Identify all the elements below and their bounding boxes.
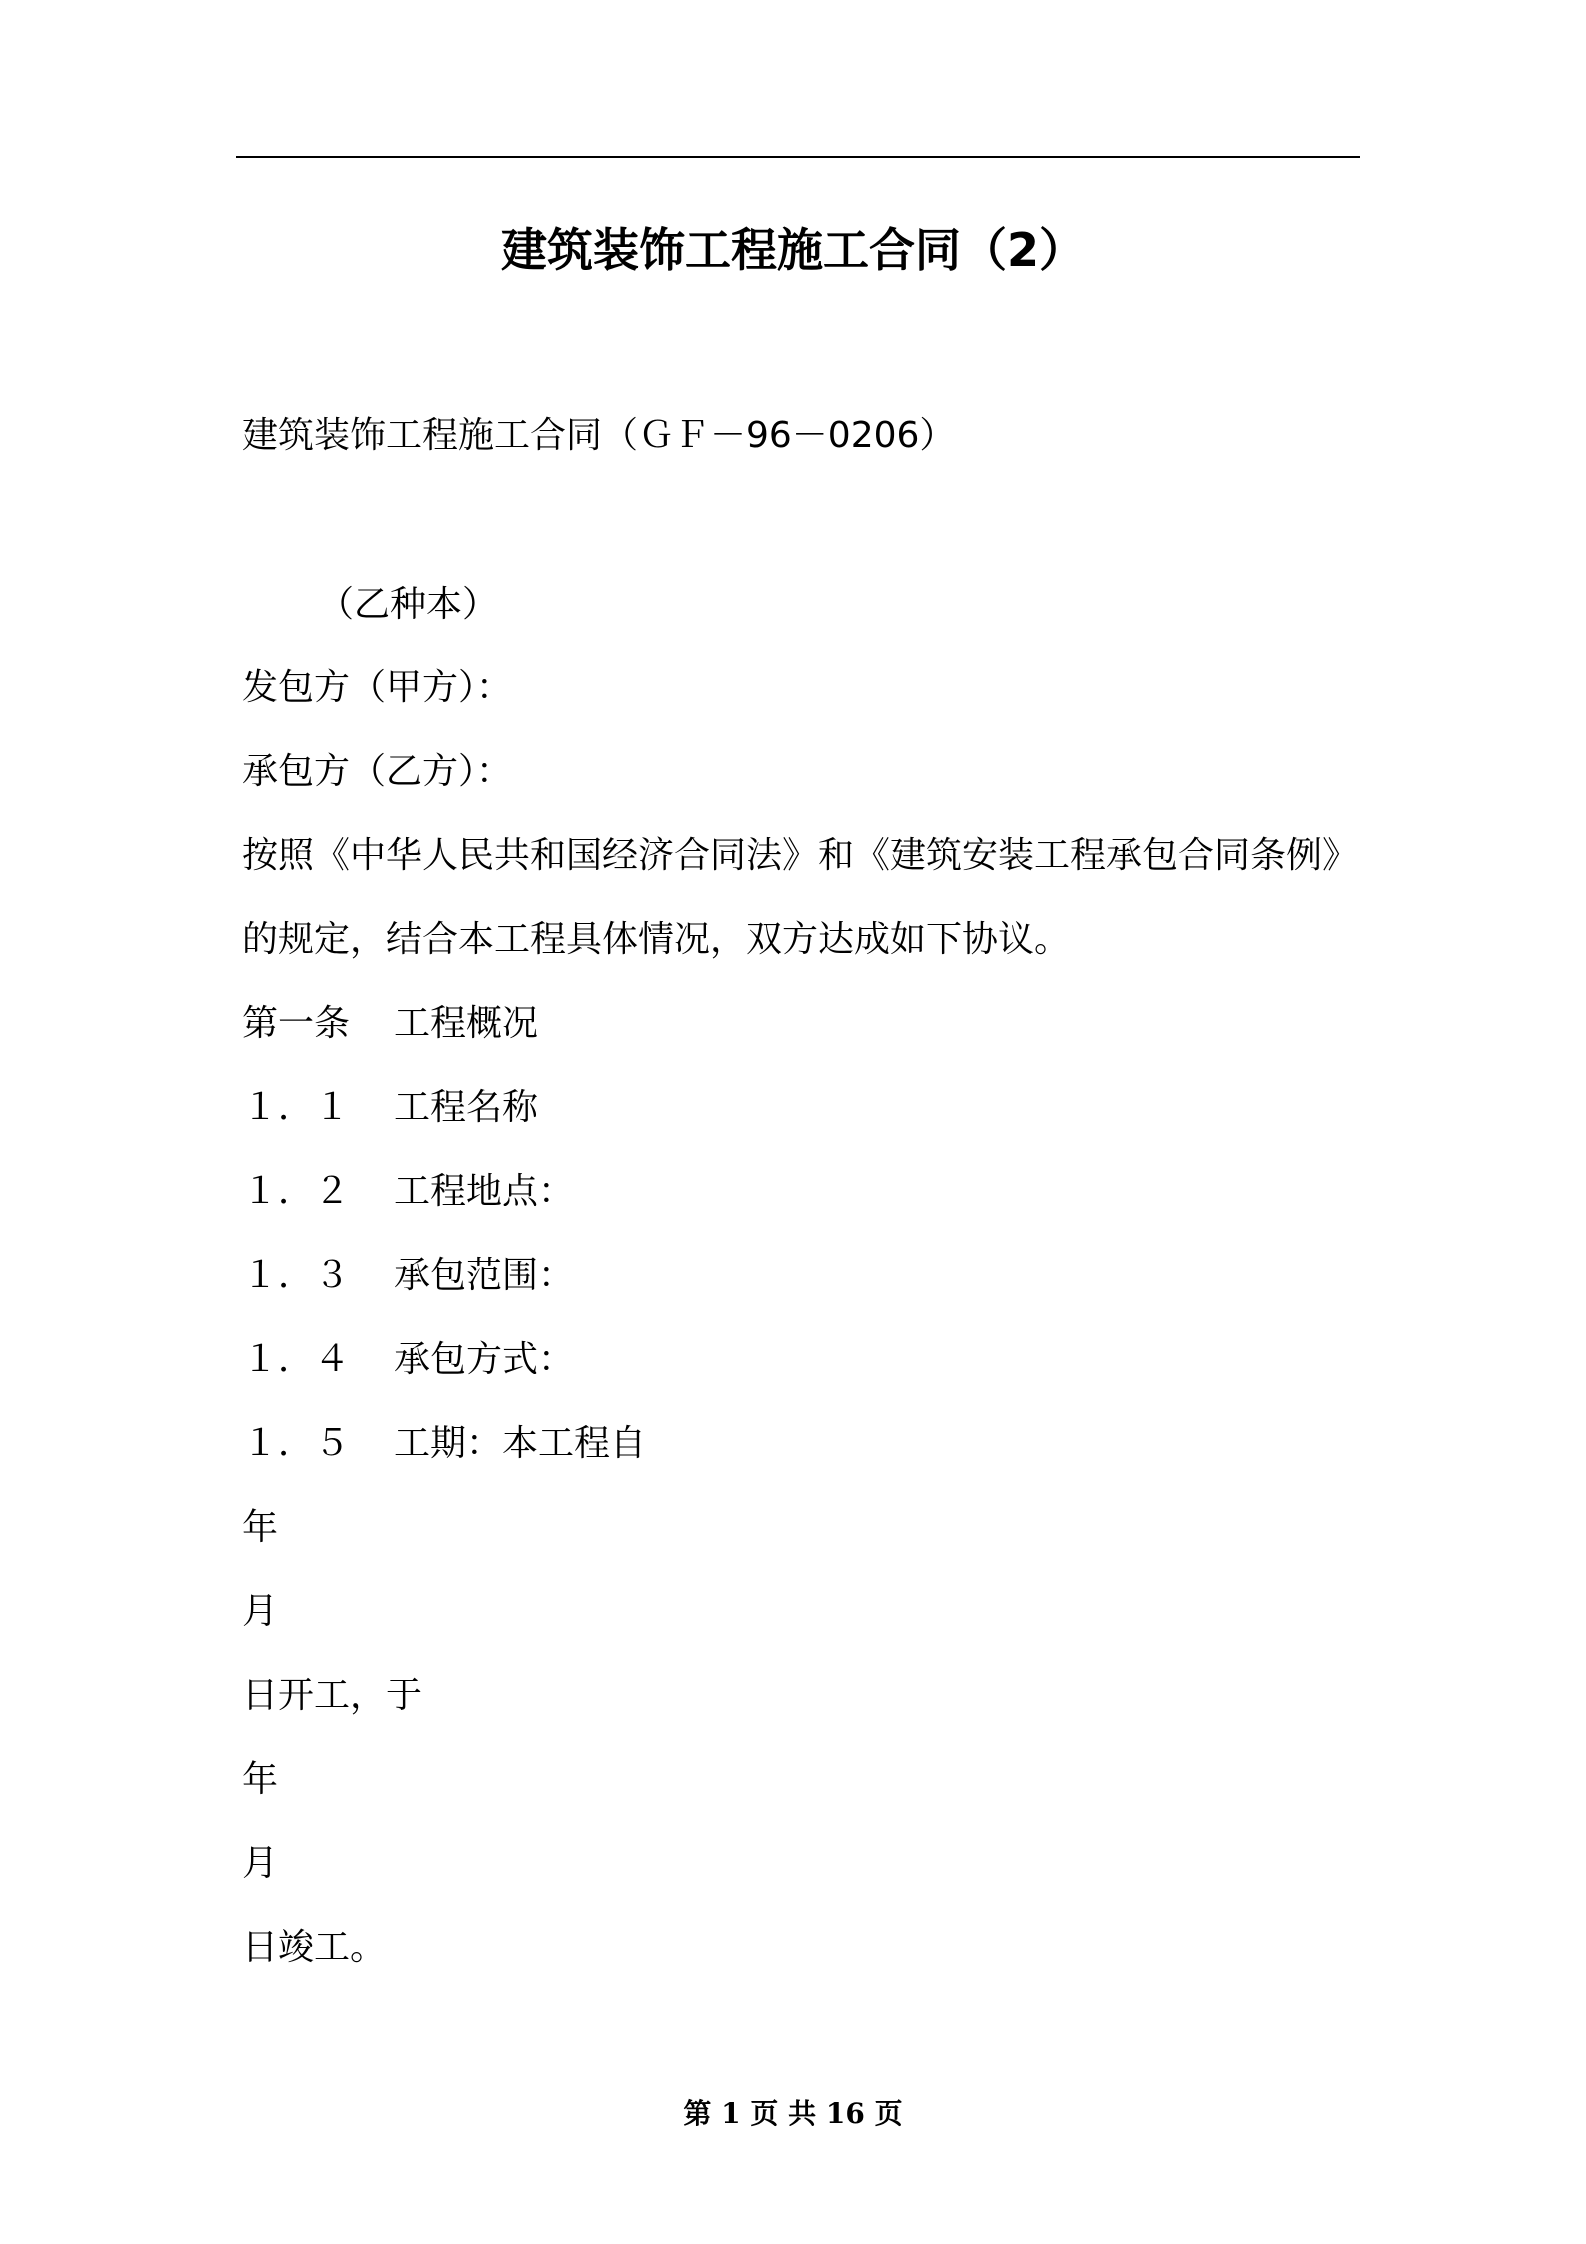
page-footer: 第 1 页 共 16 页 (683, 2097, 903, 2130)
clause-item (242, 1416, 646, 1472)
party-b-label: 承包方（乙方）： (242, 751, 513, 792)
contract-version: （乙种本） (318, 584, 499, 625)
clause-item (242, 1332, 574, 1388)
article-1-title: 工程概况 (394, 1003, 539, 1044)
clause-item (242, 1164, 574, 1220)
clause-number: １．５ (242, 1423, 351, 1464)
contract-subtitle: 建筑装饰工程施工合同（ＧＦ－96－0206） (242, 415, 956, 456)
preamble-line-1: 按照《中华人民共和国经济合同法》和《建筑安装工程承包合同条例》 (242, 835, 1359, 876)
clause-item (242, 1080, 538, 1136)
clause-number: １．３ (242, 1255, 351, 1296)
schedule-line: 月 (242, 1591, 279, 1632)
clause-item (242, 1248, 574, 1304)
clause-text: 承包方式： (394, 1339, 575, 1380)
schedule-line: 日竣工。 (242, 1927, 387, 1968)
party-a-label: 发包方（甲方）： (242, 667, 513, 708)
preamble-line-2: 的规定，结合本工程具体情况，双方达成如下协议。 (242, 919, 1071, 960)
schedule-line: 日开工，于 (242, 1675, 423, 1716)
schedule-line: 年 (242, 1759, 279, 1800)
clause-number: １．２ (242, 1171, 351, 1212)
clause-text: 工程地点： (394, 1171, 575, 1212)
clause-text: 工程名称 (394, 1087, 539, 1128)
article-1-heading (242, 996, 538, 1052)
clause-text: 承包范围： (394, 1255, 575, 1296)
article-1-label: 第一条 (242, 1003, 351, 1044)
header-rule (236, 156, 1360, 158)
schedule-line: 年 (242, 1507, 279, 1548)
schedule-line: 月 (242, 1843, 279, 1884)
clause-number: １．１ (242, 1087, 351, 1128)
clause-text: 工期：本工程自 (394, 1423, 647, 1464)
document-title: 建筑装饰工程施工合同（2） (500, 223, 1085, 277)
clause-number: １．４ (242, 1339, 351, 1380)
